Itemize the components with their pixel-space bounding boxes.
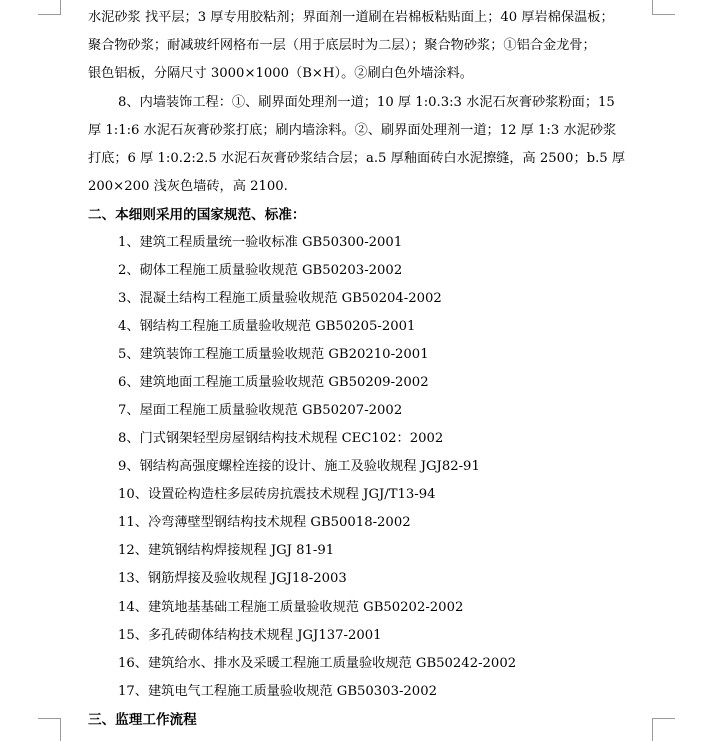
list-item: 11、冷弯薄壁型钢结构技术规程 GB50018-2002 bbox=[118, 515, 411, 530]
list-item: 15、多孔砖砌体结构技术规程 JGJ137-2001 bbox=[118, 628, 382, 643]
crop-mark-bottom-left bbox=[38, 718, 61, 741]
list-item: 10、设置砼构造柱多层砖房抗震技术规程 JGJ/T13-94 bbox=[118, 487, 436, 502]
list-item: 17、建筑电气工程施工质量验收规范 GB50303-2002 bbox=[118, 684, 437, 699]
list-item: 13、钢筋焊接及验收规程 JGJ18-2003 bbox=[118, 571, 347, 586]
list-item: 14、建筑地基基础工程施工质量验收规范 GB50202-2002 bbox=[118, 600, 464, 615]
paragraph-line: 8、内墙装饰工程：①、刷界面处理剂一道；10 厚 1:0.3:3 水泥石灰膏砂浆粉面；15 bbox=[118, 95, 615, 110]
crop-mark-bottom-right bbox=[652, 718, 675, 741]
paragraph-line: 聚合物砂浆；耐减玻纤网格布一层（用于底层时为二层）；聚合物砂浆；①铝合金龙骨； bbox=[88, 38, 596, 53]
paragraph-line: 厚 1:1:6 水泥石灰膏砂浆打底；刷内墙涂料。②、刷界面处理剂一道；12 厚 1:3 水泥砂浆 bbox=[88, 123, 617, 138]
list-item: 3、混凝土结构工程施工质量验收规范 GB50204-2002 bbox=[118, 291, 442, 306]
list-item: 1、建筑工程质量统一验收标准 GB50300-2001 bbox=[118, 235, 403, 250]
paragraph-line: 银色铝板，分隔尺寸 3000×1000（B×H）。②刷白色外墙涂料。 bbox=[88, 66, 473, 81]
list-item: 8、门式钢架轻型房屋钢结构技术规程 CEC102：2002 bbox=[118, 431, 444, 446]
list-item: 2、砌体工程施工质量验收规范 GB50203-2002 bbox=[118, 263, 403, 278]
paragraph-line: 水泥砂浆 找平层；3 厚专用胶粘剂；界面剂一道刷在岩棉板粘贴面上；40 厚岩棉保温板； bbox=[88, 10, 614, 25]
section-heading: 二、本细则采用的国家规范、标准： bbox=[88, 207, 306, 223]
paragraph-line: 打底；6 厚 1:0.2:2.5 水泥石灰膏砂浆结合层；a.5 厚釉面砖白水泥擦缝，高 2500；b.5 厚 bbox=[88, 151, 626, 166]
list-item: 7、屋面工程施工质量验收规范 GB50207-2002 bbox=[118, 403, 403, 418]
list-item: 12、建筑钢结构焊接规程 JGJ 81-91 bbox=[118, 543, 335, 558]
list-item: 4、钢结构工程施工质量验收规范 GB50205-2001 bbox=[118, 319, 416, 334]
crop-mark-top-right bbox=[652, 0, 675, 15]
list-item: 6、建筑地面工程施工质量验收规范 GB50209-2002 bbox=[118, 375, 429, 390]
list-item: 9、钢结构高强度螺栓连接的设计、施工及验收规程 JGJ82-91 bbox=[118, 459, 480, 474]
list-item: 16、建筑给水、排水及采暖工程施工质量验收规范 GB50242-2002 bbox=[118, 656, 517, 671]
section-heading: 三、监理工作流程 bbox=[88, 712, 197, 728]
list-item: 5、建筑装饰工程施工质量验收规范 GB20210-2001 bbox=[118, 347, 429, 362]
paragraph-line: 200×200 浅灰色墙砖，高 2100. bbox=[88, 179, 288, 194]
crop-mark-top-left bbox=[38, 0, 61, 15]
